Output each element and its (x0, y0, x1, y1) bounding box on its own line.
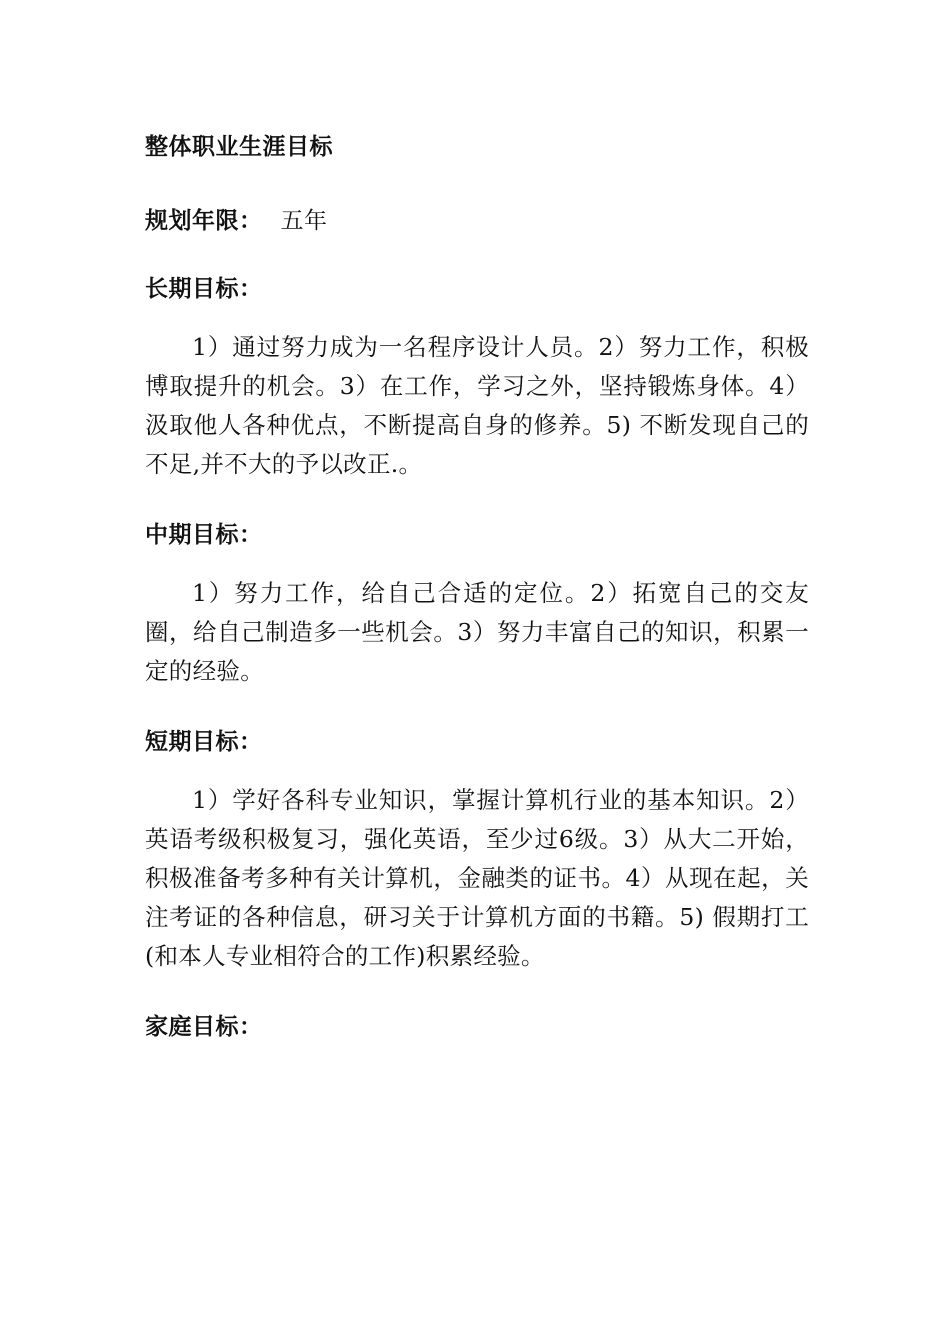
section-body-short-term: 1）学好各科专业知识，掌握计算机行业的基本知识。2）英语考级积极复习，强化英语，至少过6级。3）从大二开始，积极准备考多种有关计算机，金融类的证书。4）从现在起，关注考证的各种信息，研习关于计算机方面的书籍。5) 假期打工(和本人专业相符合的工作)积累经验。 (145, 786, 809, 970)
section-heading-family: 家庭目标： (145, 1014, 263, 1040)
plan-period-value: 五年 (280, 208, 328, 234)
section-heading-short-term: 短期目标： (145, 729, 263, 755)
document-content (145, 130, 809, 1066)
plan-period-row (145, 204, 809, 238)
section-heading-mid-term: 中期目标： (145, 522, 263, 548)
section-heading-long-term: 长期目标： (145, 276, 263, 302)
section-body-mid-term: 1）努力工作，给自己合适的定位。2）拓宽自己的交友圈，给自己制造多一些机会。3）努力丰富自己的知识，积累一定的经验。 (145, 579, 809, 685)
section-body-long-term: 1）通过努力成为一名程序设计人员。2）努力工作，积极博取提升的机会。3）在工作，学习之外，坚持锻炼身体。4）汲取他人各种优点，不断提高自身的修养。5) 不断发现自己的不足,并不大的予以改正.。 (145, 333, 809, 478)
plan-period-label: 规划年限： (145, 208, 263, 234)
document-title: 整体职业生涯目标 (145, 134, 333, 160)
